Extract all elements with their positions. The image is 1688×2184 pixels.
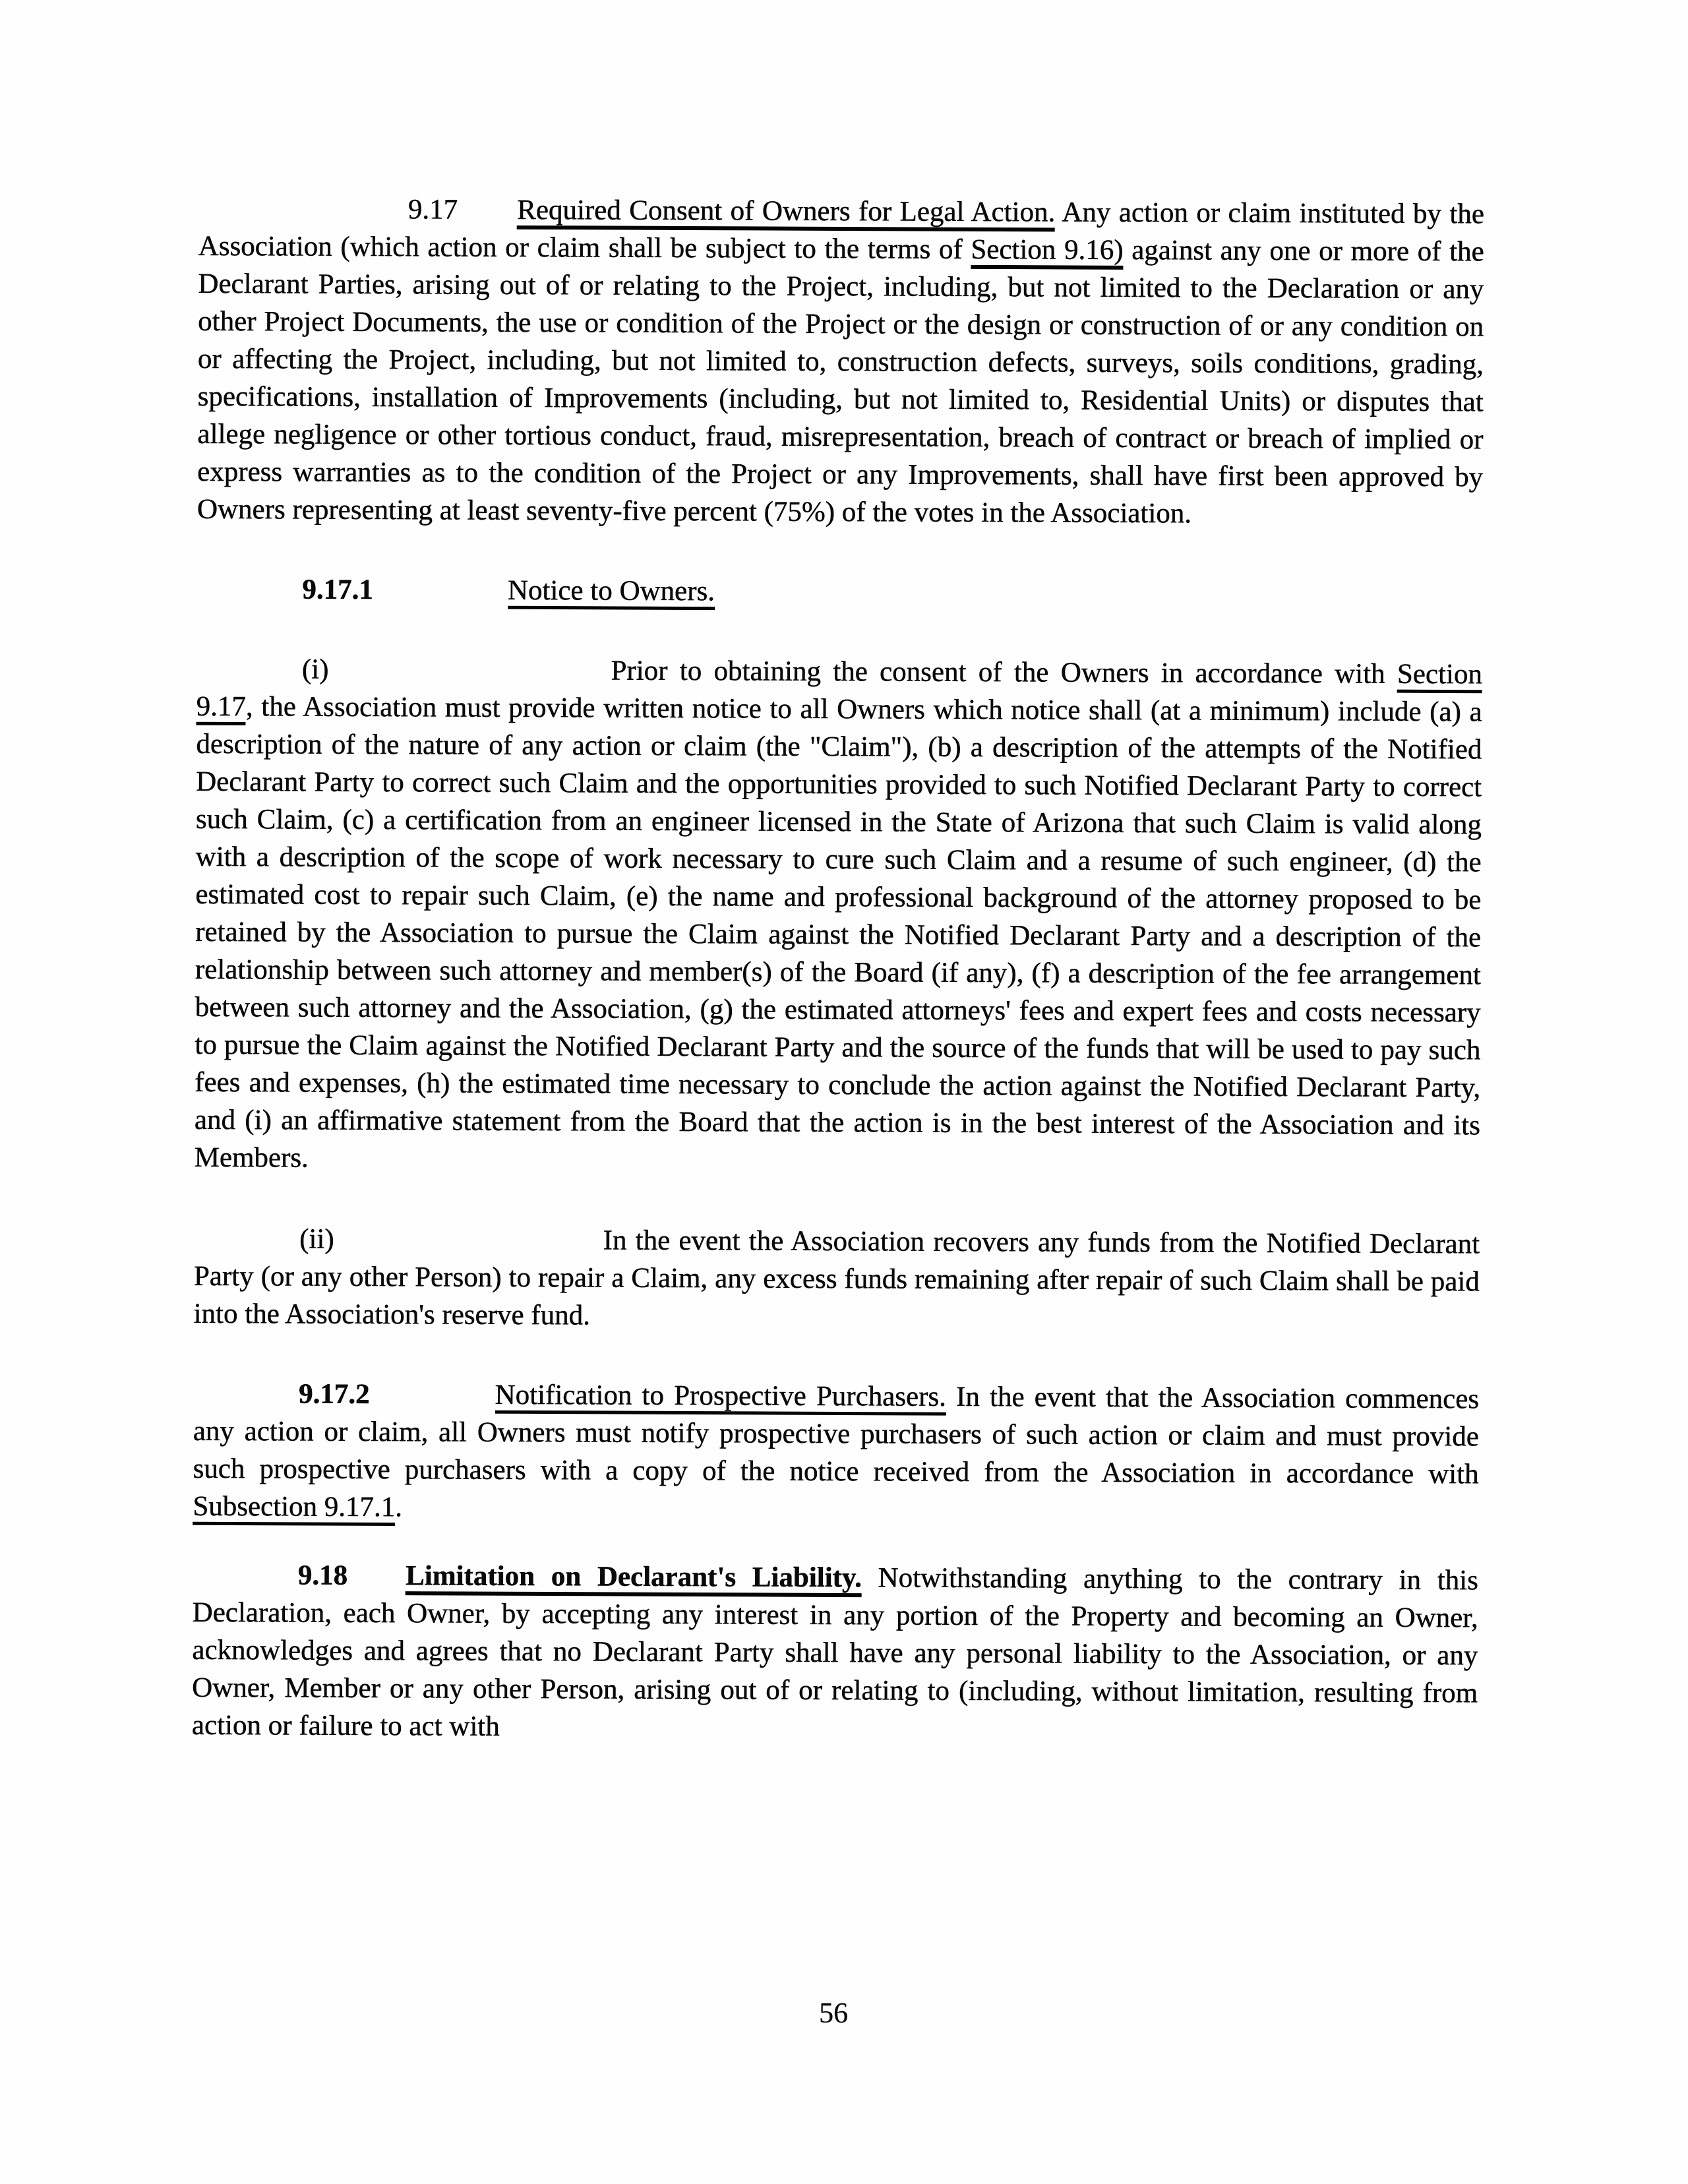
text-segment: Prior to obtaining the consent of the Owners in accordance with (611, 655, 1397, 690)
item-i-number: (i) (301, 653, 329, 685)
subsection-9-17-1-heading (196, 570, 1482, 614)
text-segment: . (395, 1492, 403, 1523)
text-segment: , the Association must provide written notice to all Owners which notice shall (at a minimum) include (a) a description of the nature of any action or claim (the "Claim"), (b) a description of the attempts of the Notified Declarant Party to correct such Claim and the opportunities provided to such Notified Declarant Party to correct such Claim, (c) a certification from an engineer licensed in the State of Arizona that such Claim is valid along with a description of the scope of work necessary to cure such Claim and a resume of such engineer, (d) the estimated cost to repair such Claim, (e) the name and professional background of the attorney proposed to be retained by the Association to pursue the Claim against the Notified Declarant Party and a description of the relationship between such attorney and member(s) of the Board (if any), (f) a description of the fee arrangement between such attorney and the Association, (g) the estimated attorneys' fees and expert fees and costs necessary to pursue the Claim against the Notified Declarant Party and the source of the funds that will be used to pay such fees and expenses, (h) the estimated time necessary to conclude the action against the Notified Declarant Party, and (i) an affirmative statement from the Board that the action is in the best interest of the Association and its Members. (194, 691, 1482, 1174)
tab-space (334, 1248, 603, 1250)
item-i (194, 650, 1482, 1182)
item-ii-number: (ii) (299, 1223, 334, 1255)
text-segment: Notification to Prospective Purchasers. (495, 1380, 946, 1416)
subsection-9-17-2-number: 9.17.2 (298, 1378, 370, 1410)
page-number: 56 (818, 1996, 849, 2030)
tab-space (373, 598, 508, 599)
text-segment: Section 9.16) (971, 234, 1123, 270)
text-segment: Required Consent of Owners for Legal Action. (517, 195, 1055, 232)
text-segment: Notwithstanding anything to the contrary in this Declaration, each Owner, by accepting any interest in any portion of the Property and becoming an Owner, acknowledges and agrees that no Declarant Party shall have any personal liability to the Association, or any Owner, Member or any other Person, arising out of or relating to (including, without limitation, resulting from action or failure to act with (191, 1562, 1478, 1742)
tab-space (328, 678, 611, 680)
section-9-17 (197, 190, 1484, 534)
text-segment: In the event the Association recovers any funds from the Notified Declarant Party (or any other Person) to repair a Claim, any excess funds remaining after repair of such Claim shall be paid into the Association's reserve fund. (193, 1225, 1480, 1331)
section-9-18-number: 9.18 (297, 1560, 348, 1591)
tab-space (347, 1584, 406, 1585)
section-9-17-number: 9.17 (407, 194, 458, 226)
text-segment: Subsection 9.17.1 (193, 1491, 395, 1526)
subsection-9-17-2 (193, 1375, 1479, 1531)
text-segment: Any action or claim instituted by the Association (which action or claim shall be subject to the terms of (198, 197, 1484, 265)
text-segment: Notice to Owners. (508, 575, 715, 610)
text-segment: Limitation on Declarant's Liability. (406, 1560, 862, 1597)
page-content (192, 190, 1484, 1749)
tab-space (369, 1403, 495, 1404)
section-9-18 (192, 1556, 1478, 1750)
item-ii (193, 1220, 1480, 1339)
text-segment: Section 9.17 (196, 659, 1482, 725)
text-segment: against any one or more of the Declarant Parties, arising out of or relating to the Project, including, but not limited to the Declaration or any other Project Documents, the use or condition of the Project or the design or construction of or any condition on or affecting the Project, including, but not limited to, construction defects, surveys, soils conditions, grading, specifications, installation of Improvements (including, but not limited to, Residential Units) or disputes that allege negligence or other tortious conduct, fraud, misrepresentation, breach of contract or breach of implied or express warranties as to the condition of the Project or any Improvements, shall have first been approved by Owners representing at least seventy-five percent (75%) of the votes in the Association. (196, 234, 1484, 530)
text-segment: In the event that the Association commences any action or claim, all Owners must notify prospective purchasers of such action or claim and must provide such prospective purchasers with a copy of the notice received from the Association in accordance with (193, 1381, 1480, 1490)
subsection-9-17-1-heading-number: 9.17.1 (302, 574, 373, 605)
